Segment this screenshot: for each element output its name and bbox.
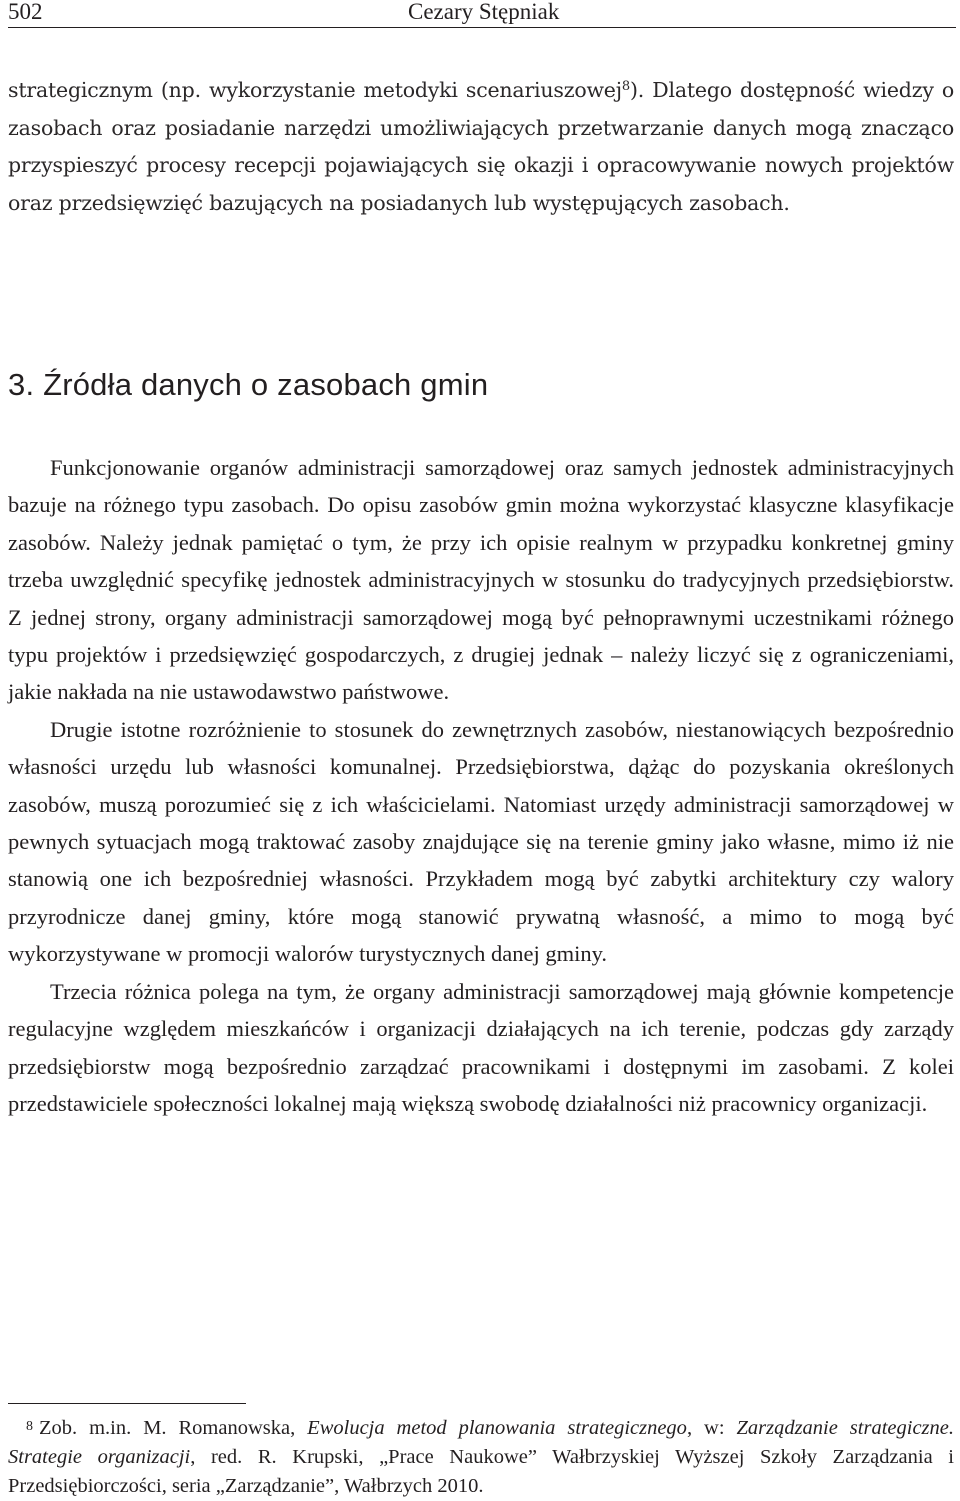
page-number: 502	[8, 0, 43, 24]
footnote-text-2: , w:	[686, 1417, 737, 1439]
section-paragraph-3: Trzecia różnica polega na tym, że organy administracji samorządowej mają głównie kompetencje regulacyjne względem mieszkańców i organizacji działających na ich terenie, podczas gdy zarządy przedsiębiorstw mogą bezpośrednio zarządzać pracownikami i dostępnymi im zasobami. Z kolei przedstawiciele społeczności lokalnej mają większą swobodę działalności niż pracownicy organizacji.	[8, 978, 954, 1116]
running-header-author: Cezary Stępniak	[408, 0, 560, 24]
section-heading: 3. Źródła danych o zasobach gmin	[8, 367, 489, 402]
footnote-mark: 8	[26, 1419, 33, 1434]
footnote-book-title: Zarządzanie strategiczne. Strategie organizacji	[8, 1417, 954, 1468]
footnote-text-3: , red. R. Krupski, „Prace Naukowe” Wałbrzyskiej Wyższej Szkoły Zarządzania i Przedsiębiorczości, seria „Zarządzanie”, Wałbrzych 2010.	[8, 1446, 954, 1497]
footnote-text-1: Zob. m.in. M. Romanowska,	[39, 1417, 308, 1439]
paragraph-intro-text-a: strategicznym (np. wykorzystanie metodyki scenariuszowej	[8, 78, 622, 102]
header-rule	[8, 27, 956, 28]
running-header	[8, 0, 954, 26]
footnote-article-title: Ewolucja metod planowania strategicznego	[307, 1417, 687, 1439]
section-paragraph-2: Drugie istotne rozróżnienie to stosunek do zewnętrznych zasobów, niestanowiących bezpośrednio własności urzędu lub własności komunalnej. Przedsiębiorstwa, dążąc do pozyskania określonych zasobów, muszą porozumieć się z ich właścicielami. Natomiast urzędy administracji samorządowej w pewnych sytuacjach mogą traktować zasoby znajdujące się na terenie gminy jako własne, mimo iż nie stanowią one ich bezpośredniej własności. Przykładem mogą być zabytki architektury czy walory przyrodnicze danej gminy, które mogą stanowić prywatną własność, a mimo to mogą być wykorzystywane w promocji walorów turystycznych danej gminy.	[8, 716, 954, 967]
footnote-separator	[8, 1403, 246, 1404]
section-body	[8, 449, 954, 1122]
paragraph-intro	[8, 72, 954, 222]
footnote-reference: 8	[621, 79, 630, 94]
paragraph-intro-text-b: ). Dlatego dostępność wiedzy o zasobach oraz posiadanie narzędzi umożliwiających przetwarzanie danych mogą znacząco przyspieszyć procesy recepcji pojawiających się okazji i opracowywanie nowych projektów oraz przedsięwzięć bazujących na posiadanych lub występujących zasobach.	[8, 78, 954, 215]
section-paragraph-1: Funkcjonowanie organów administracji samorządowej oraz samych jednostek administracyjnych bazuje na różnego typu zasobach. Do opisu zasobów gmin można wykorzystać klasyczne klasyfikacje zasobów. Należy jednak pamiętać o tym, że przy ich opisie realnym w przypadku konkretnej gminy trzeba uwzględnić specyfikę jednostek administracyjnych w stosunku do tradycyjnych przedsiębiorstw. Z jednej strony, organy administracji samorządowej mogą być pełnoprawnymi uczestnikami różnego typu projektów i przedsięwzięć gospodarczych, z drugiej jednak – należy liczyć się z ograniczeniami, jakie nakłada na nie ustawodawstwo państwowe.	[8, 455, 954, 705]
footnote	[8, 1412, 954, 1501]
